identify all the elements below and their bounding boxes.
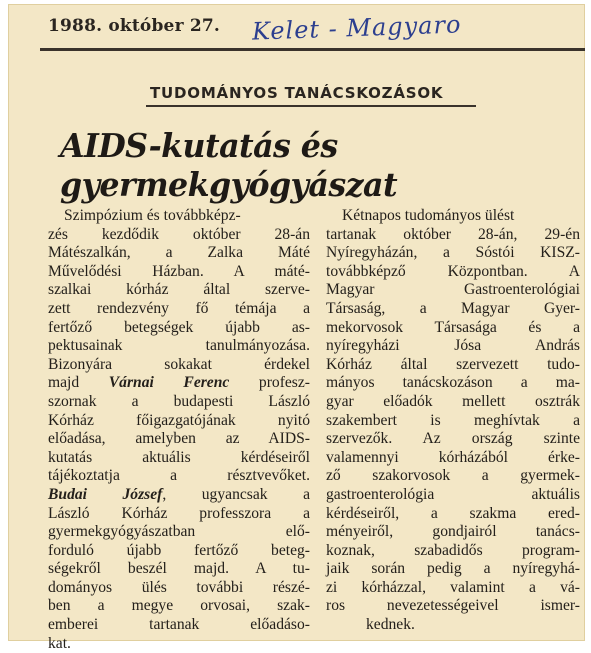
body-line: kednek. — [366, 616, 415, 634]
person-name: Várnai Ferenc — [108, 374, 230, 392]
body-line: gastroenterológia aktuális — [326, 485, 580, 503]
body-line: Budai József, ugyancsak a — [48, 485, 311, 503]
body-line: nyíregyházi Jósa András — [326, 337, 580, 355]
body-line: kutatás aktuális kérdéseiről — [48, 448, 310, 466]
body-line: tartanak október 28-án, 29-én — [326, 225, 580, 243]
body-line: Kórház főigazgatójának nyitó — [48, 411, 310, 429]
body-line: ségekről beszél majd. A tu- — [48, 560, 310, 578]
body-line: mekorvosok Társasága és a — [326, 318, 580, 336]
body-line: valamennyi kórházából érke- — [326, 448, 580, 466]
body-line: majd Várnai Ferenc profesz- — [48, 374, 310, 392]
publication-date: 1988. október 27. — [48, 16, 221, 36]
body-line: Művelődési Házban. A máté- — [48, 262, 310, 280]
body-line: emberei tartanak előadáso- — [48, 616, 310, 634]
body-line: Szimpózium és továbbképz- — [64, 207, 241, 224]
body-line: Kórház által szervezett tudo- — [326, 355, 580, 373]
body-line: előadása, amelyben az AIDS- — [48, 430, 310, 448]
body-line: kat. — [48, 634, 71, 652]
body-line: zett rendezvény fő témája a — [48, 299, 310, 317]
header-rule — [40, 48, 585, 51]
body-line: szervezők. Az ország szinte — [326, 430, 580, 448]
body-line: szalkai kórház által szerve- — [48, 281, 310, 299]
body-line: Magyar Gastroenterológiai — [326, 281, 580, 299]
article-column-left — [48, 207, 310, 653]
article-column-right — [326, 207, 580, 635]
body-line: gyermekgyógyászatban elő- — [48, 523, 310, 541]
body-line: zés kezdődik október 28-án — [48, 225, 310, 243]
body-line: Nyíregyházán, a Sóstói KISZ- — [326, 244, 580, 262]
body-line: forduló újabb fertőző beteg- — [48, 541, 310, 559]
section-rubric: TUDOMÁNYOS TANÁCSKOZÁSOK — [150, 84, 444, 102]
body-line: Mátészalkán, a Zalka Máté — [48, 244, 310, 262]
body-line: ző szakorvosok a gyermek- — [326, 467, 580, 485]
body-line: Kétnapos tudományos ülést — [342, 207, 515, 224]
body-line: tájékoztatja a résztvevőket. — [48, 467, 310, 485]
body-line: továbbképző Központban. A — [326, 262, 580, 280]
rubric-underline — [146, 105, 476, 107]
body-line: koznak, szabadidős program- — [326, 541, 580, 559]
body-line: dományos ülés további részé- — [48, 578, 310, 596]
body-line: ben a megye orvosai, szak- — [48, 597, 310, 615]
body-line: zi kórházzal, valamint a vá- — [326, 578, 580, 596]
body-line: ményeiről, gondjairól tanács- — [326, 523, 580, 541]
body-line: mányos tanácskozáson a ma- — [326, 374, 580, 392]
body-line: Bizonyára sokakat érdekel — [48, 355, 310, 373]
body-line: fertőző betegségek újabb as- — [48, 318, 310, 336]
handwritten-source-note: Kelet - Magyaro — [251, 10, 462, 46]
body-line: kérdéseiről, a szakma ered- — [326, 504, 580, 522]
body-line: pektusainak tanulmányozása. — [48, 337, 310, 355]
body-line: gyar előadók mellett osztrák — [326, 392, 580, 410]
body-line: jaik során pedig a nyíregyhá- — [326, 560, 580, 578]
article-headline: AIDS-kutatás és gyermekgyógyászat — [60, 126, 398, 204]
body-line: szakembert is meghívtak a — [326, 411, 580, 429]
body-line: László Kórház professzora a — [48, 504, 310, 522]
body-line: szornak a budapesti László — [48, 392, 310, 410]
body-line: Társaság, a Magyar Gyer- — [326, 299, 580, 317]
body-line: ros nevezetességeivel ismer- — [326, 597, 580, 615]
person-name: Budai József — [48, 485, 163, 503]
